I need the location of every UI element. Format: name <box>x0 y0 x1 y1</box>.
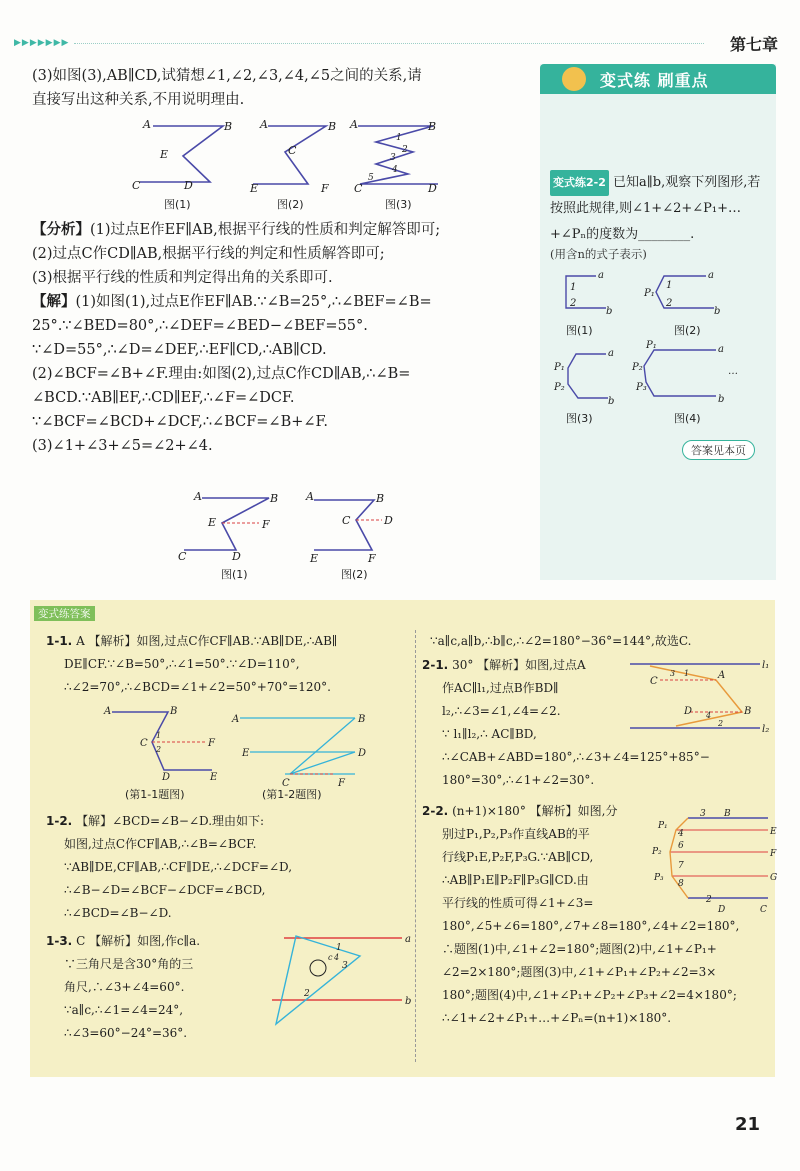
svg-text:P₂: P₂ <box>652 847 662 857</box>
label-E: E <box>208 516 217 529</box>
label-A: A <box>350 118 358 131</box>
label-P1: P₁ <box>646 340 657 351</box>
svg-text:D: D <box>358 748 367 759</box>
mascot-icon <box>562 67 586 91</box>
exercise-figure-4-lines <box>644 350 716 396</box>
answer-figure-2-2 <box>648 806 778 915</box>
answer-figure-2-1 <box>630 656 775 736</box>
fig-caption: (第1-2题图) <box>262 788 322 801</box>
fig-caption: 图(3) <box>385 198 412 211</box>
label-B: B <box>270 492 279 505</box>
fig-caption: 图(3) <box>566 412 593 425</box>
label-2: 2 <box>402 145 408 155</box>
label-E: E <box>310 552 319 565</box>
label-a: a <box>718 344 724 355</box>
svg-text:B: B <box>170 706 178 717</box>
figure-1-lines <box>140 126 223 182</box>
side-panel-title: 变式练 刷重点 <box>600 71 709 90</box>
solution-figure-1-lines <box>184 498 269 550</box>
fig-caption: (第1-1题图) <box>125 788 185 801</box>
fig-caption: 图(2) <box>277 198 304 211</box>
label-P1: P₁ <box>554 362 565 373</box>
answer-figure-1-1-lines <box>112 712 212 770</box>
label-C: C <box>288 144 297 157</box>
label-C: C <box>178 550 187 563</box>
exercise-figures <box>546 264 774 434</box>
svg-text:D: D <box>684 706 693 717</box>
label-B: B <box>376 492 385 505</box>
svg-text:2: 2 <box>304 989 310 999</box>
solution-line: 【解】(1)如图(1),过点E作EF∥AB.∵∠B=25°,∴∠BEF=∠B= <box>32 293 432 310</box>
label-b: b <box>606 306 613 317</box>
label-b: b <box>608 396 615 407</box>
svg-text:D: D <box>162 772 171 783</box>
label-F: F <box>368 552 376 565</box>
ellipsis: … <box>728 366 738 377</box>
label-F: F <box>321 182 329 195</box>
label-A: A <box>143 118 151 131</box>
svg-text:3: 3 <box>342 961 348 971</box>
solution-line: 25°.∵∠BED=80°,∴∠DEF=∠BED−∠BEF=55°. <box>32 318 368 334</box>
solution-line: ∵∠BCF=∠BCD+∠DCF,∴∠BCF=∠B+∠F. <box>32 414 328 430</box>
exercise-tag: 变式练2-2 <box>550 170 609 196</box>
exercise-note: (用含n的式子表示) <box>550 247 647 261</box>
label-2: 2 <box>570 298 577 309</box>
label-P2: P₂ <box>554 382 565 393</box>
svg-text:A: A <box>104 706 112 717</box>
analysis-line: (2)过点C作CD∥AB,根据平行线的判定和性质解答即可; <box>32 246 385 262</box>
answer-figure-1-3 <box>262 926 412 1030</box>
page-number: 21 <box>734 1114 760 1135</box>
analysis-line: (3)根据平行线的性质和判定得出角的关系即可. <box>32 270 333 286</box>
label-C: C <box>132 179 141 192</box>
label-D: D <box>384 514 393 527</box>
column-divider <box>415 630 416 1062</box>
solution-line: (3)∠1+∠3+∠5=∠2+∠4. <box>32 438 213 454</box>
label-E: E <box>250 182 259 195</box>
exercise-body: 已知a∥b,观察下列图形,若按照此规律,则∠1+∠2+∠P₁+…+∠Pₙ的度数为________. <box>550 175 761 242</box>
svg-text:c: c <box>328 953 333 962</box>
answer-tag: 变式练答案 <box>34 606 95 621</box>
svg-text:1: 1 <box>156 731 162 740</box>
svg-text:E: E <box>770 827 777 837</box>
answer-1-3: 1-3. C 【解析】如图,作c∥a. ∵三角尺是含30°角的三 角尺,∴∠3+∠4=60°. ∵a∥c,∴∠1=∠4=24°, ∴∠3=60°−24°=36°. <box>46 934 201 1040</box>
label-P1: P₁ <box>644 288 655 299</box>
svg-text:2: 2 <box>156 745 162 754</box>
solution-line: ∠BCD.∵AB∥EF,∴CD∥EF,∴∠F=∠DCF. <box>32 390 295 406</box>
svg-text:7: 7 <box>678 861 684 871</box>
svg-text:8: 8 <box>678 879 684 889</box>
svg-text:C: C <box>650 676 658 687</box>
svg-text:a: a <box>405 934 411 945</box>
svg-text:C: C <box>140 738 148 749</box>
label-b: b <box>714 306 721 317</box>
label-a: a <box>608 348 614 359</box>
svg-text:P₁: P₁ <box>658 821 668 831</box>
answer-2-2: 2-2. (n+1)×180° 【解析】如图,分 别过P₁,P₂,P₃作直线AB的平 行线P₁E,P₂F,P₃G.∵AB∥CD, ∴AB∥P₁E∥P₂F∥P₃G∥CD.由 平行线的性质可得∠1+∠3= 180°,∠5+∠6=180°,∠7+∠8=180°,∠4+∠2=180°, ∴题图(1)中,∠1+∠2=180°;题图(2)中,∠1+∠P₁+ ∠2=2×180°;题图(3)中,∠1+∠P₁+∠P₂+∠2=3× 180°;题图(4)中,∠1+∠P₁+∠P₂+∠P₃+∠2=4×180°; ∴∠1+∠2+∠P₁+…+∠Pₙ=(n+1)×180°. <box>422 804 740 1025</box>
solution-figures <box>174 488 404 568</box>
svg-text:1: 1 <box>684 669 690 678</box>
answer-1-1: 1-1. A 【解析】如图,过点C作CF∥AB.∵AB∥DE,∴AB∥ DE∥CF.∵∠B=50°,∴∠1=50°.∵∠D=110°, ∴∠2=70°,∴∠BCD=∠1+∠2=50°+70°=120°. <box>46 634 338 694</box>
header-arrows: ▶▶▶▶▶▶▶ <box>14 38 70 48</box>
label-P3: P₃ <box>636 382 647 393</box>
fig-caption: 图(1) <box>164 198 191 211</box>
answer-figures-1 <box>90 700 380 792</box>
label-A: A <box>194 490 202 503</box>
svg-text:4: 4 <box>706 711 712 720</box>
svg-text:E: E <box>210 772 218 783</box>
svg-text:G: G <box>770 873 778 883</box>
label-2: 2 <box>666 298 673 309</box>
question-3 <box>32 64 528 112</box>
fig-caption: 图(1) <box>566 324 593 337</box>
answer-link-button[interactable]: 答案见本页 <box>682 440 755 460</box>
svg-text:b: b <box>405 996 412 1007</box>
label-D: D <box>184 179 193 192</box>
label-B: B <box>224 120 233 133</box>
exercise-figure-3-lines <box>568 354 608 398</box>
label-A: A <box>260 118 268 131</box>
svg-text:A: A <box>718 670 726 681</box>
label-5: 5 <box>368 173 374 183</box>
svg-text:3: 3 <box>670 669 676 678</box>
svg-text:C: C <box>760 905 767 915</box>
label-B: B <box>428 120 437 133</box>
label-E: E <box>160 148 169 161</box>
svg-text:P₃: P₃ <box>654 873 664 883</box>
analysis-block <box>32 218 528 458</box>
fig-caption: 图(4) <box>674 412 701 425</box>
label-F: F <box>262 518 270 531</box>
solution-line: (2)∠BCF=∠B+∠F.理由:如图(2),过点C作CD∥AB,∴∠B= <box>32 366 411 382</box>
svg-text:F: F <box>338 778 345 789</box>
svg-text:3: 3 <box>700 809 706 819</box>
answer-1-2: 1-2. 【解】∠BCD=∠B−∠D.理由如下: 如图,过点C作CF∥AB,∴∠B=∠BCF. ∵AB∥DE,CF∥AB,∴CF∥DE,∴∠DCF=∠D, ∴∠B−∠D=∠BCF−∠DCF=∠BCD, ∴∠BCD=∠B−∠D. <box>46 814 293 920</box>
svg-text:E: E <box>242 748 250 759</box>
label-D: D <box>428 182 437 195</box>
svg-text:F: F <box>208 738 215 749</box>
label-b: b <box>718 394 725 405</box>
svg-text:C: C <box>282 778 290 789</box>
label-1: 1 <box>570 282 577 293</box>
label-4: 4 <box>392 165 398 175</box>
label-C: C <box>354 182 363 195</box>
svg-text:1: 1 <box>336 943 342 953</box>
svg-text:l₂: l₂ <box>762 724 770 735</box>
analysis-line: 【分析】(1)过点E作EF∥AB,根据平行线的性质和判定解答即可; <box>32 221 441 238</box>
svg-text:A: A <box>232 714 240 725</box>
answer-2-1: 2-1. 30° 【解析】如图,过点A 作AC∥l₁,过点B作BD∥ l₂,∴∠3=∠1,∠4=∠2. ∵ l₁∥l₂,∴ AC∥BD, ∴∠CAB+∠ABD=180°,∴∠3+∠4=125°+85°− 180°=30°,∴∠1+∠2=30°. <box>422 658 710 787</box>
svg-text:2: 2 <box>706 895 712 905</box>
answer-right-top: ∵a∥c,a∥b,∴b∥c,∴∠2=180°−36°=144°,故选C. <box>430 634 692 648</box>
label-a: a <box>708 270 714 281</box>
label-a: a <box>598 270 604 281</box>
label-3: 3 <box>390 153 396 163</box>
label-C: C <box>342 514 351 527</box>
svg-text:B: B <box>358 714 366 725</box>
svg-text:4: 4 <box>678 829 684 839</box>
label-D: D <box>232 550 241 563</box>
svg-text:F: F <box>770 849 777 859</box>
question-line: (3)如图(3),AB∥CD,试猜想∠1,∠2,∠3,∠4,∠5之间的关系,请 <box>32 68 422 84</box>
svg-text:6: 6 <box>678 841 684 851</box>
svg-text:l₁: l₁ <box>762 660 770 671</box>
svg-text:4: 4 <box>334 953 340 962</box>
fig-caption: 图(1) <box>221 568 248 581</box>
chapter-title: 第七章 <box>729 35 778 54</box>
svg-text:D: D <box>718 905 726 915</box>
header-rule <box>74 43 704 44</box>
exercise-text <box>550 170 772 248</box>
label-B: B <box>328 120 337 133</box>
fig-caption: 图(2) <box>674 324 701 337</box>
fig-caption: 图(2) <box>341 568 368 581</box>
exercise-figure-2-lines <box>656 276 714 308</box>
solution-line: ∵∠D=55°,∴∠D=∠DEF,∴EF∥CD,∴AB∥CD. <box>32 342 327 358</box>
svg-text:B: B <box>744 706 752 717</box>
svg-text:2: 2 <box>718 719 724 728</box>
label-1: 1 <box>396 133 402 143</box>
side-panel <box>540 64 776 580</box>
answer-box <box>30 600 778 1077</box>
svg-text:B: B <box>724 809 731 819</box>
label-1: 1 <box>666 280 673 291</box>
label-P2: P₂ <box>632 362 643 373</box>
question-line: 直接写出这种关系,不用说明理由. <box>32 92 245 108</box>
label-A: A <box>306 490 314 503</box>
